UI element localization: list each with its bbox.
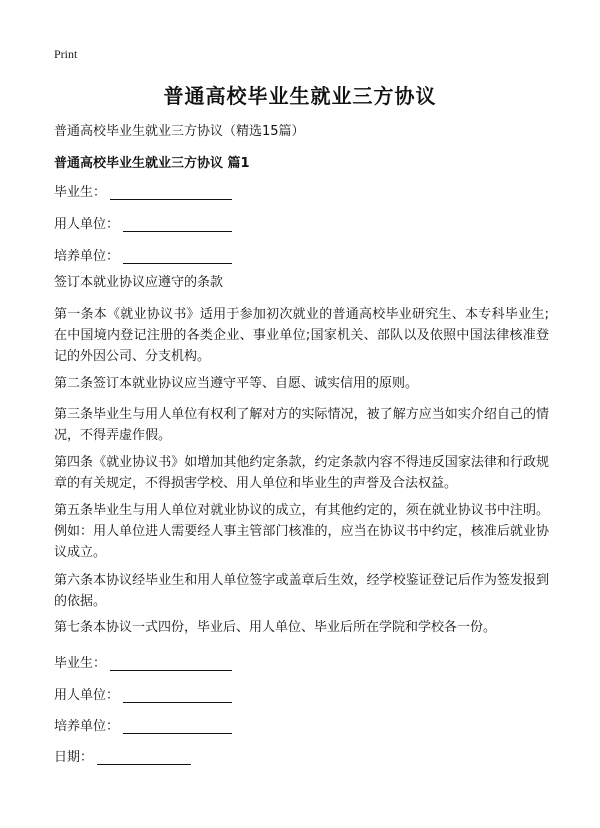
field-blank-line bbox=[110, 654, 232, 671]
field-graduate bbox=[54, 181, 232, 200]
section-heading: 普通高校毕业生就业三方协议 篇1 bbox=[54, 156, 250, 171]
document-subtitle: 普通高校毕业生就业三方协议（精选15篇） bbox=[54, 124, 305, 139]
field-label: 毕业生： bbox=[54, 185, 107, 200]
field-blank-line bbox=[123, 215, 232, 232]
paragraph-article-4: 第四条《就业协议书》如增加其他约定条款，约定条款内容不得违反国家法律和行政规章的有关规定，不得损害学校、用人单位和毕业生的声誉及合法权益。 bbox=[54, 455, 549, 491]
paragraph-article-5: 第五条毕业生与用人单位对就业协议的成立，有其他约定的，须在就业协议书中注明。例如：用人单位进人需要经人事主管部门核准的，应当在协议书中约定，核准后就业协议成立。 bbox=[54, 503, 549, 560]
field-label: 日期： bbox=[54, 750, 94, 765]
field-date bbox=[54, 746, 191, 765]
field-label: 用人单位： bbox=[54, 217, 120, 232]
print-link[interactable]: Print bbox=[54, 47, 78, 61]
field-training-unit-bottom bbox=[54, 715, 232, 734]
field-graduate-bottom bbox=[54, 652, 232, 671]
field-label: 用人单位： bbox=[54, 688, 120, 703]
paragraph-article-1: 第一条本《就业协议书》适用于参加初次就业的普通高校毕业研究生、本专科毕业生;在中国境内登记注册的各类企业、事业单位;国家机关、部队以及依照中国法律核准登记的外因公司、分支机构。 bbox=[54, 307, 549, 364]
field-blank-line bbox=[110, 183, 232, 200]
paragraph-article-6: 第六条本协议经毕业生和用人单位签字或盖章后生效，经学校鉴证登记后作为签发报到的依据。 bbox=[54, 573, 549, 609]
paragraph-article-2: 第二条签订本就业协议应当遵守平等、自愿、诚实信用的原则。 bbox=[54, 376, 419, 391]
field-blank-line bbox=[123, 247, 232, 264]
paragraph-article-7: 第七条本协议一式四份，毕业后、用人单位、毕业后所在学院和学校各一份。 bbox=[54, 620, 497, 635]
field-blank-line bbox=[123, 686, 232, 703]
field-blank-line bbox=[97, 748, 191, 765]
paragraph-article-3: 第三条毕业生与用人单位有权利了解对方的实际情况，被了解方应当如实介绍自己的情况，不得弄虚作假。 bbox=[54, 407, 549, 443]
field-employer bbox=[54, 213, 232, 232]
field-label: 培养单位： bbox=[54, 719, 120, 734]
paragraph-intro: 签订本就业协议应遵守的条款 bbox=[54, 275, 224, 290]
field-label: 毕业生： bbox=[54, 656, 107, 671]
document-title: 普通高校毕业生就业三方协议 bbox=[163, 84, 437, 108]
field-label: 培养单位： bbox=[54, 249, 120, 264]
field-training-unit bbox=[54, 245, 232, 264]
field-employer-bottom bbox=[54, 684, 232, 703]
field-blank-line bbox=[123, 717, 232, 734]
